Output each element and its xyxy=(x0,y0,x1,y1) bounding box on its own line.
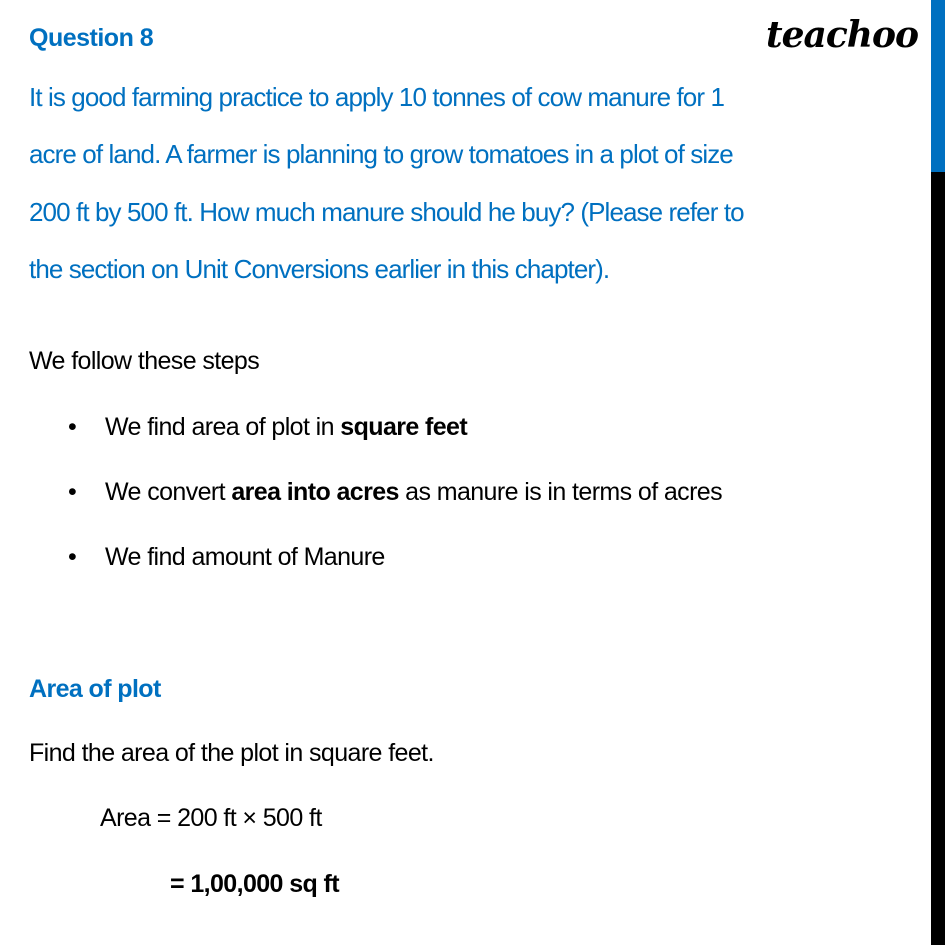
steps-intro: We follow these steps xyxy=(29,347,260,375)
section-instruction: Find the area of the plot in square feet. xyxy=(29,739,434,767)
bullet-icon: • xyxy=(68,478,77,506)
step-text: We convert xyxy=(105,478,232,506)
question-title: Question 8 xyxy=(29,24,154,52)
step-emphasis: square feet xyxy=(340,413,468,441)
step-item xyxy=(68,477,722,507)
teachoo-logo: teachoo xyxy=(766,14,918,56)
side-bar-dark xyxy=(931,172,945,945)
step-item xyxy=(68,542,385,572)
bullet-icon: • xyxy=(68,413,77,441)
question-line: acre of land. A farmer is planning to grow tomatoes in a plot of size xyxy=(29,139,733,169)
question-line: the section on Unit Conversions earlier in this chapter). xyxy=(29,254,610,284)
equation-line-1: Area = 200 ft × 500 ft xyxy=(100,804,322,832)
step-item xyxy=(68,412,467,442)
question-line: 200 ft by 500 ft. How much manure should he buy? (Please refer to xyxy=(29,197,744,227)
step-text: We find area of plot in xyxy=(105,413,341,441)
question-line: It is good farming practice to apply 10 tonnes of cow manure for 1 xyxy=(29,82,725,112)
step-emphasis: area into acres xyxy=(231,478,399,506)
section-heading: Area of plot xyxy=(29,675,161,703)
equation-result: = 1,00,000 sq ft xyxy=(170,870,339,898)
bullet-icon: • xyxy=(68,543,77,571)
step-text: We find amount of Manure xyxy=(105,543,385,571)
side-bar-accent xyxy=(931,0,945,172)
step-text-after: as manure is in terms of acres xyxy=(398,478,723,506)
